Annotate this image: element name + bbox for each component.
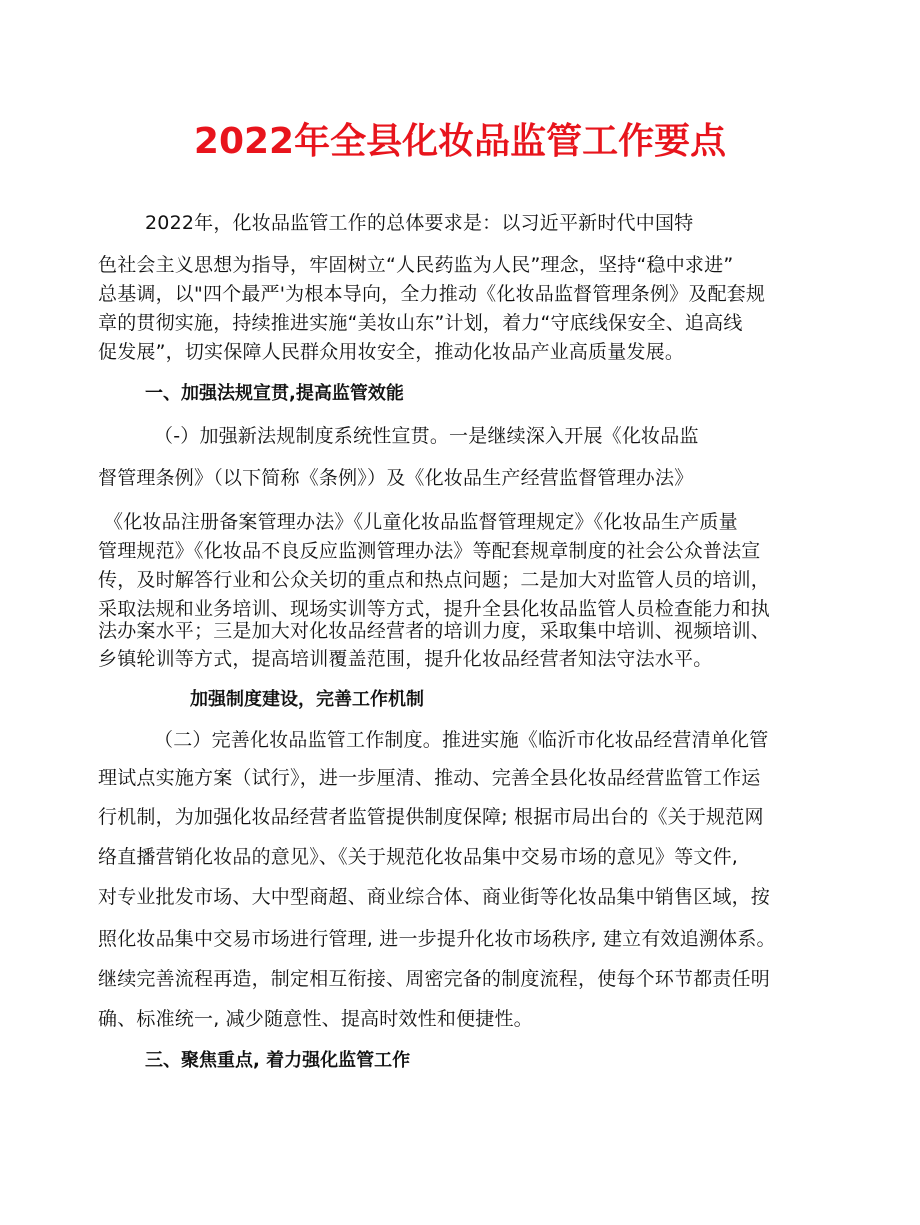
section-2-line-1: （二）完善化妆品监管工作制度。推进实施《临沂市化妆品经营清单化管 <box>154 729 769 751</box>
intro-line-1: 2022年，化妆品监管工作的总体要求是：以习近平新时代中国特 <box>145 212 694 234</box>
section-2-line-4: 络直播营销化妆品的意见》、《关于规范化妆品集中交易市场的意见》等文件, <box>98 846 739 868</box>
section-1-heading: 一、加强法规宣贯,提高监管效能 <box>145 383 404 404</box>
section-2-line-2: 理试点实施方案（试行》，进一步厘清、推动、完善全县化妆品经营监管工作运 <box>98 767 761 789</box>
section-1-line-5: 传，及时解答行业和公众关切的重点和热点问题；二是加大对监管人员的培训， <box>98 569 771 591</box>
section-1-line-8: 乡镇轮训等方式，提高培训覆盖范围，提升化妆品经营者知法守法水平。 <box>98 648 713 670</box>
section-3-heading: 三、聚焦重点, 着力强化监管工作 <box>145 1050 411 1071</box>
section-2-line-8: 确、标准统一, 减少随意性、提高时效性和便捷性。 <box>98 1008 533 1030</box>
section-2-line-6: 照化妆品集中交易市场进行管理, 进一步提升化妆市场秩序, 建立有效追溯体系。 <box>98 928 776 950</box>
section-2-line-5: 对专业批发市场、大中型商超、商业综合体、商业街等化妆品集中销售区域，按 <box>98 886 771 908</box>
section-1-line-2: 督管理条例》（以下简称《条例》）及《化妆品生产经营监督管理办法》 <box>98 467 694 489</box>
document-title: 2022年全县化妆品监管工作要点 <box>193 121 727 162</box>
section-1-line-1: （-）加强新法规制度系统性宣贯。一是继续深入开展《化妆品监 <box>154 425 699 447</box>
intro-line-3: 总基调，以"四个最严'为根本导向，全力推动《化妆品监督管理条例》及配套规 <box>98 283 766 305</box>
section-1-line-4: 管理规范》《化妆品不良反应监测管理办法》等配套规章制度的社会公众普法宣 <box>98 540 761 562</box>
section-1-line-3: 《化妆品注册备案管理办法》《儿童化妆品监督管理规定》《化妆品生产质量 <box>104 511 738 533</box>
section-1-line-6: 采取法规和业务培训、现场实训等方式，提升全县化妆品监管人员检查能力和执 <box>98 598 771 620</box>
intro-line-4: 章的贯彻实施，持续推进实施“美妆山东”计划，着力“守底线保安全、追高线 <box>98 312 743 334</box>
section-2-line-7: 继续完善流程再造，制定相互衔接、周密完备的制度流程，使每个环节都责任明 <box>98 968 771 990</box>
intro-line-2: 色社会主义思想为指导，牢固树立“人民药监为人民”理念，坚持“稳中求进” <box>98 254 734 276</box>
section-2-heading: 加强制度建设，完善工作机制 <box>190 689 424 710</box>
section-1-line-7: 法办案水平；三是加大对化妆品经营者的培训力度，采取集中培训、视频培训、 <box>98 620 771 642</box>
intro-line-5: 促发展”，切实保障人民群众用妆安全，推动化妆品产业高质量发展。 <box>98 341 685 363</box>
section-2-line-3: 行机制，为加强化妆品经营者监管提供制度保障; 根据市局出台的《关于规范网 <box>98 806 764 828</box>
